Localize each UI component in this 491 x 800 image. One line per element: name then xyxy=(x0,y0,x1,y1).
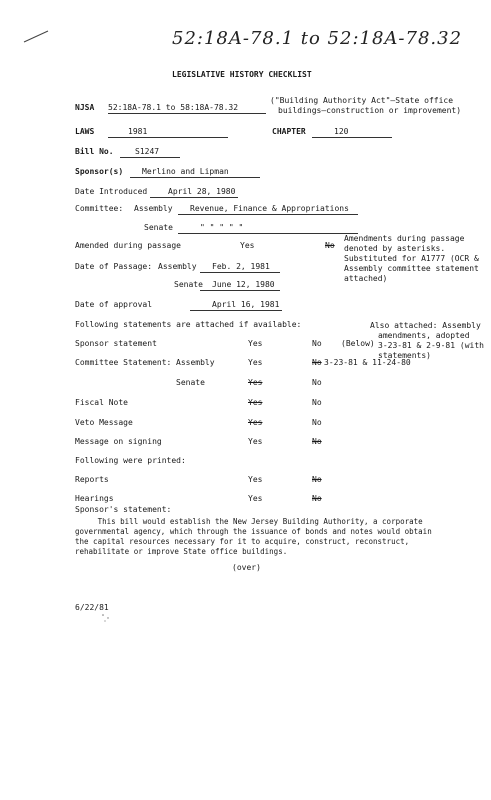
hearings-label: Hearings xyxy=(75,494,114,503)
reports-yes: Yes xyxy=(248,475,263,484)
footer-date: 6/22/81 xyxy=(75,603,109,612)
date-of-approval-value: April 16, 1981 xyxy=(190,300,282,311)
committee-statement-yes: Yes xyxy=(248,358,263,367)
pen-mark xyxy=(22,28,52,44)
scan-speck xyxy=(100,612,114,624)
veto-message-label: Veto Message xyxy=(75,418,133,427)
sponsor-statement-note: (Below) xyxy=(341,339,375,348)
handwritten-title: 52:18A-78.1 to 52:18A-78.32 xyxy=(172,28,463,49)
subject-line-2: buildings—construction or improvement) xyxy=(278,106,462,115)
committee-statement-senate-no: No xyxy=(312,378,322,387)
sponsor-label: Sponsor(s) xyxy=(75,167,124,176)
statement-line-2: governmental agency, which through the issuance of bonds and notes would obtain xyxy=(75,527,432,536)
passage-assembly-value: Feb. 2, 1981 xyxy=(200,262,280,273)
fiscal-note-yes: Yes xyxy=(248,398,263,407)
laws-label: LAWS xyxy=(75,127,95,136)
reports-label: Reports xyxy=(75,475,109,484)
amended-note-1: Amendments during passage xyxy=(344,234,465,243)
amended-yes: Yes xyxy=(240,241,255,250)
committee-senate-label: Senate xyxy=(144,223,173,232)
committee-statement-assembly-label: Assembly xyxy=(176,358,215,367)
bill-value: S1247 xyxy=(120,147,180,158)
committee-statement-no: No xyxy=(312,358,322,367)
bill-label: Bill No. xyxy=(75,147,114,156)
date-of-approval-label: Date of approval xyxy=(75,300,153,309)
committee-assembly-value: Revenue, Finance & Appropriations xyxy=(178,204,358,215)
fiscal-note-label: Fiscal Note xyxy=(75,398,128,407)
njsa-label: NJSA xyxy=(75,103,95,112)
fiscal-note-no: No xyxy=(312,398,322,407)
njsa-value: 52:18A-78.1 to 58:18A-78.32 xyxy=(108,103,266,114)
date-introduced-value: April 28, 1980 xyxy=(150,187,238,198)
also-attached-1: Also attached: Assembly xyxy=(370,321,481,330)
veto-message-yes: Yes xyxy=(248,418,263,427)
amended-note-5: attached) xyxy=(344,274,388,283)
veto-message-no: No xyxy=(312,418,322,427)
over-note: (over) xyxy=(232,563,261,572)
subject-line-1: ("Building Authority Act"—State office xyxy=(270,96,454,105)
committee-statement-label: Committee Statement: xyxy=(75,358,172,367)
amended-note-2: denoted by asterisks. xyxy=(344,244,446,253)
statements-heading: Following statements are attached if available: xyxy=(75,320,302,329)
printed-heading: Following were printed: xyxy=(75,456,186,465)
also-attached-2: amendments, adopted xyxy=(378,331,470,340)
date-introduced-label: Date Introduced xyxy=(75,187,148,196)
amended-note-3: Substituted for A1777 (OCR & xyxy=(344,254,479,263)
sponsor-statement-yes: Yes xyxy=(248,339,263,348)
passage-senate-value: June 12, 1980 xyxy=(200,280,280,291)
sponsor-statement-heading: Sponsor's statement: xyxy=(75,505,172,514)
message-on-signing-no: No xyxy=(312,437,322,446)
laws-value: 1981 xyxy=(108,127,228,138)
sponsor-statement-no: No xyxy=(312,339,322,348)
statement-line-1: This bill would establish the New Jersey Building Authority, a corporate xyxy=(75,517,423,526)
amended-label: Amended during passage xyxy=(75,241,181,250)
sponsor-value: Merlino and Lipman xyxy=(130,167,260,178)
statement-line-3: the capital resources necessary for it to acquire, construct, reconstruct, xyxy=(75,537,410,546)
reports-no: No xyxy=(312,475,322,484)
message-on-signing-yes: Yes xyxy=(248,437,263,446)
hearings-no: No xyxy=(312,494,322,503)
amended-note-4: Assembly committee statement xyxy=(344,264,479,273)
committee-statement-senate-yes: Yes xyxy=(248,378,263,387)
committee-statement-note: 3-23-81 & 11-24-80 xyxy=(324,358,411,367)
committee-statement-senate-label: Senate xyxy=(176,378,205,387)
date-of-passage-label: Date of Passage: xyxy=(75,262,153,271)
document-title: LEGISLATIVE HISTORY CHECKLIST xyxy=(172,70,312,79)
also-attached-3: 3-23-81 & 2-9-81 (with xyxy=(378,341,484,350)
chapter-label: CHAPTER xyxy=(272,127,306,136)
committee-assembly-label: Assembly xyxy=(134,204,173,213)
committee-senate-value: " " " " " xyxy=(178,223,358,234)
committee-label: Committee: xyxy=(75,204,124,213)
chapter-value: 120 xyxy=(312,127,392,138)
hearings-yes: Yes xyxy=(248,494,263,503)
message-on-signing-label: Message on signing xyxy=(75,437,162,446)
statement-line-4: rehabilitate or improve State office buildings. xyxy=(75,547,288,556)
also-attached-4: statements) xyxy=(378,351,431,360)
passage-assembly-label: Assembly xyxy=(158,262,197,271)
passage-senate-label: Senate xyxy=(174,280,203,289)
amended-no: No xyxy=(325,241,335,250)
sponsor-statement-label: Sponsor statement xyxy=(75,339,157,348)
